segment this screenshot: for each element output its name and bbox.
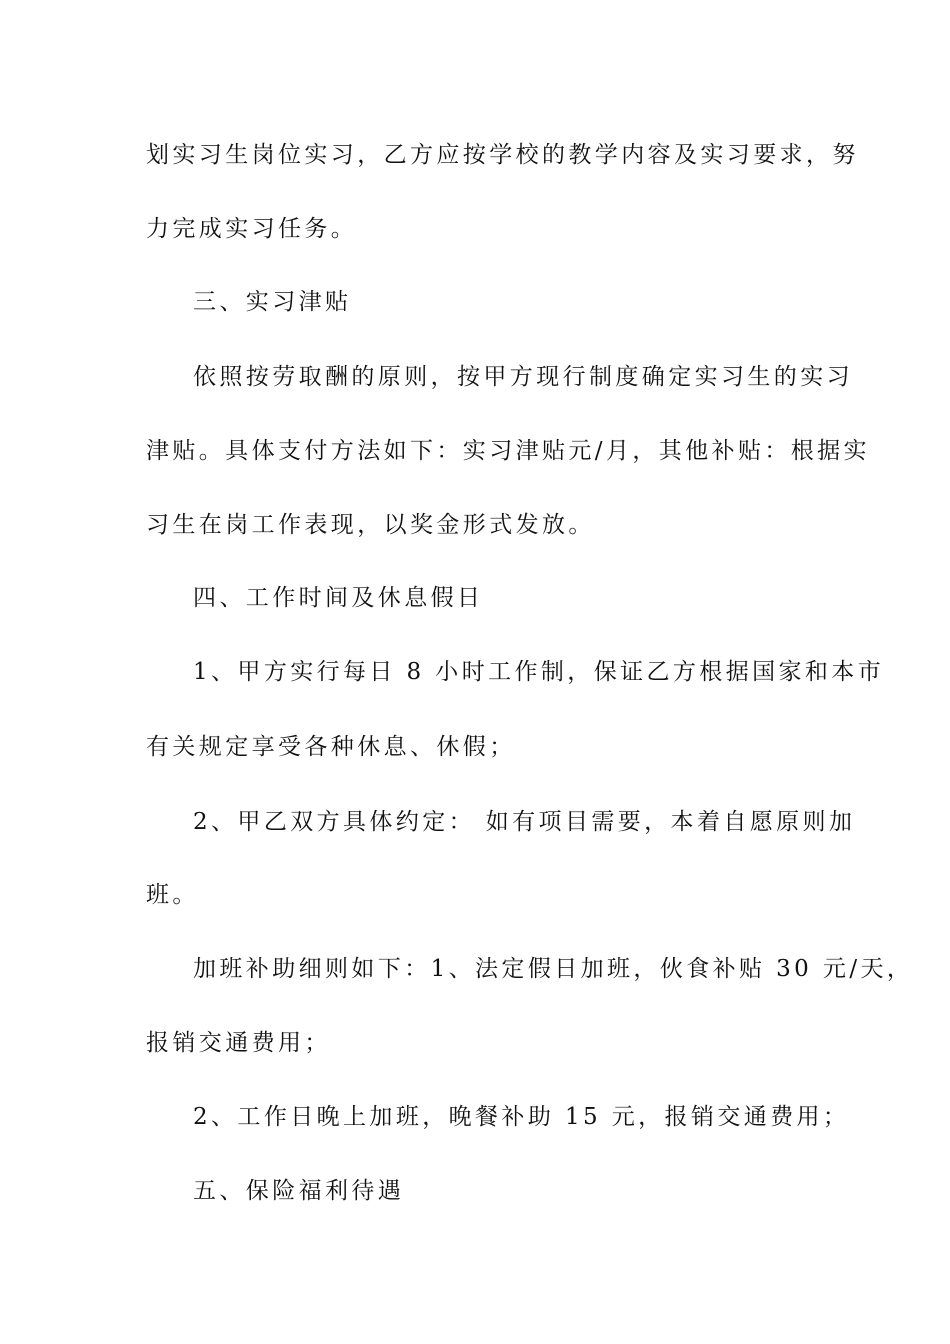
paragraph-line: 力完成实习任务。 <box>146 216 358 242</box>
paragraph-line: 2、工作日晚上加班，晚餐补助 15 元，报销交通费用； <box>193 1104 850 1130</box>
paragraph-line: 1、甲方实行每日 8 小时工作制，保证乙方根据国家和本市 <box>193 659 885 685</box>
paragraph-line: 划实习生岗位实习，乙方应按学校的教学内容及实习要求，努 <box>146 142 859 168</box>
paragraph-line: 有关规定享受各种休息、休假； <box>146 734 516 760</box>
section-heading: 五、保险福利待遇 <box>193 1178 405 1204</box>
paragraph-line: 津贴。具体支付方法如下：实习津贴元/月，其他补贴：根据实 <box>146 438 870 464</box>
paragraph-line: 依照按劳取酬的原则，按甲方现行制度确定实习生的实习 <box>193 364 853 390</box>
section-heading: 四、工作时间及休息假日 <box>193 585 484 611</box>
paragraph-line: 加班补助细则如下：1、法定假日加班，伙食补贴 30 元/天， <box>193 956 914 982</box>
paragraph-line: 习生在岗工作表现，以奖金形式发放。 <box>146 512 595 538</box>
paragraph-line: 2、甲乙双方具体约定： 如有项目需要，本着自愿原则加 <box>193 809 856 835</box>
paragraph-line: 报销交通费用； <box>146 1030 331 1056</box>
section-heading: 三、实习津贴 <box>193 289 352 315</box>
paragraph-line: 班。 <box>146 882 199 908</box>
